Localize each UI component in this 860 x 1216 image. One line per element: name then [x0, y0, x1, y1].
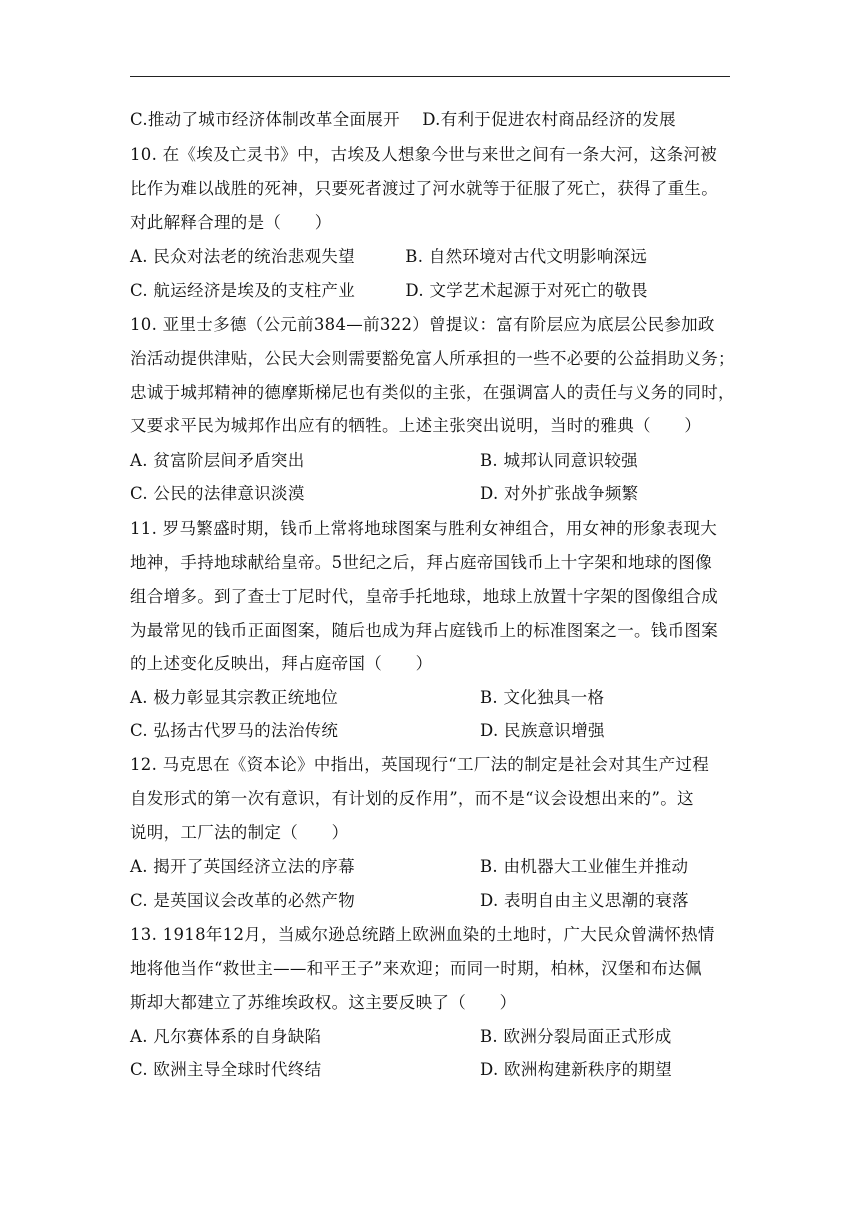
q10-stem-line-3: 对此解释合理的是（ ） [130, 213, 332, 232]
q10-options-ab: A. 民众对法老的统治悲观失望 B. 自然环境对古代文明影响深远 [130, 247, 648, 266]
q13-stem-line-2: 地将他当作“救世主——和平王子”来欢迎；而同一时期，柏林，汉堡和布达佩 [130, 959, 702, 978]
q10b-option-c: C. 公民的法律意识淡漠 [130, 484, 305, 503]
q12-option-a: A. 揭开了英国经济立法的序幕 [130, 857, 355, 876]
q13-option-d: D. 欧洲构建新秩序的期望 [480, 1060, 673, 1079]
q10-stem-line-2: 比作为难以战胜的死神，只要死者渡过了河水就等于征服了死亡，获得了重生。 [130, 179, 718, 198]
q12-option-b: B. 由机器大工业催生并推动 [480, 857, 689, 876]
q11-stem-line-1: 11. 罗马繁盛时期，钱币上常将地球图案与胜利女神组合，用女神的形象表现大 [130, 519, 718, 538]
q13-option-a: A. 凡尔赛体系的自身缺陷 [130, 1027, 322, 1046]
q13-stem-line-3: 斯却大都建立了苏维埃政权。这主要反映了（ ） [130, 993, 517, 1012]
q10b-stem-line-2: 治活动提供津贴，公民大会则需要豁免富人所承担的一些不必要的公益捐助义务； [130, 349, 735, 368]
q11-option-b: B. 文化独具一格 [480, 688, 605, 707]
q11-stem-line-5: 的上述变化反映出，拜占庭帝国（ ） [130, 654, 433, 673]
q11-option-d: D. 民族意识增强 [480, 721, 605, 740]
q9-options-cd: C.推动了城市经济体制改革全面展开 D.有利于促进农村商品经济的发展 [130, 110, 676, 129]
q13-option-b: B. 欧洲分裂局面正式形成 [480, 1027, 672, 1046]
q12-stem-line-1: 12. 马克思在《资本论》中指出，英国现行“工厂法的制定是社会对其生产过程 [130, 755, 710, 774]
q11-stem-line-2: 地神，手持地球献给皇帝。5世纪之后，拜占庭帝国钱币上十字架和地球的图像 [130, 553, 712, 572]
q12-stem-line-3: 说明，工厂法的制定（ ） [130, 823, 349, 842]
q10b-option-a: A. 贫富阶层间矛盾突出 [130, 451, 305, 470]
q11-stem-line-3: 组合增多。到了查士丁尼时代，皇帝手托地球，地球上放置十字架的图像组合成 [130, 587, 718, 606]
q10b-stem-line-3: 忠诚于城邦精神的德摩斯梯尼也有类似的主张，在强调富人的责任与义务的同时， [130, 383, 735, 402]
header-rule [130, 76, 730, 77]
q10b-stem-line-4: 又要求平民为城邦作出应有的牺牲。上述主张突出说明，当时的雅典（ ） [130, 416, 702, 435]
q10-options-cd: C. 航运经济是埃及的支柱产业 D. 文学艺术起源于对死亡的敬畏 [130, 281, 648, 300]
q10b-stem-line-1: 10. 亚里士多德（公元前384—前322）曾提议：富有阶层应为底层公民参加政 [130, 315, 715, 334]
q13-stem-line-1: 13. 1918年12月，当威尔逊总统踏上欧洲血染的土地时，广大民众曾满怀热情 [130, 925, 715, 944]
q12-option-d: D. 表明自由主义思潮的衰落 [480, 891, 689, 910]
q13-option-c: C. 欧洲主导全球时代终结 [130, 1060, 322, 1079]
q12-option-c: C. 是英国议会改革的必然产物 [130, 891, 356, 910]
q12-stem-line-2: 自发形式的第一次有意识，有计划的反作用”，而不是“议会设想出来的”。这 [130, 789, 694, 808]
q11-option-a: A. 极力彰显其宗教正统地位 [130, 688, 339, 707]
q10b-option-d: D. 对外扩张战争频繁 [480, 484, 639, 503]
q11-stem-line-4: 为最常见的钱币正面图案，随后也成为拜占庭钱币上的标准图案之一。钱币图案 [130, 621, 718, 640]
q11-option-c: C. 弘扬古代罗马的法治传统 [130, 721, 339, 740]
q10b-option-b: B. 城邦认同意识较强 [480, 451, 638, 470]
q10-stem-line-1: 10. 在《埃及亡灵书》中，古埃及人想象今世与来世之间有一条大河，这条河被 [130, 145, 718, 164]
